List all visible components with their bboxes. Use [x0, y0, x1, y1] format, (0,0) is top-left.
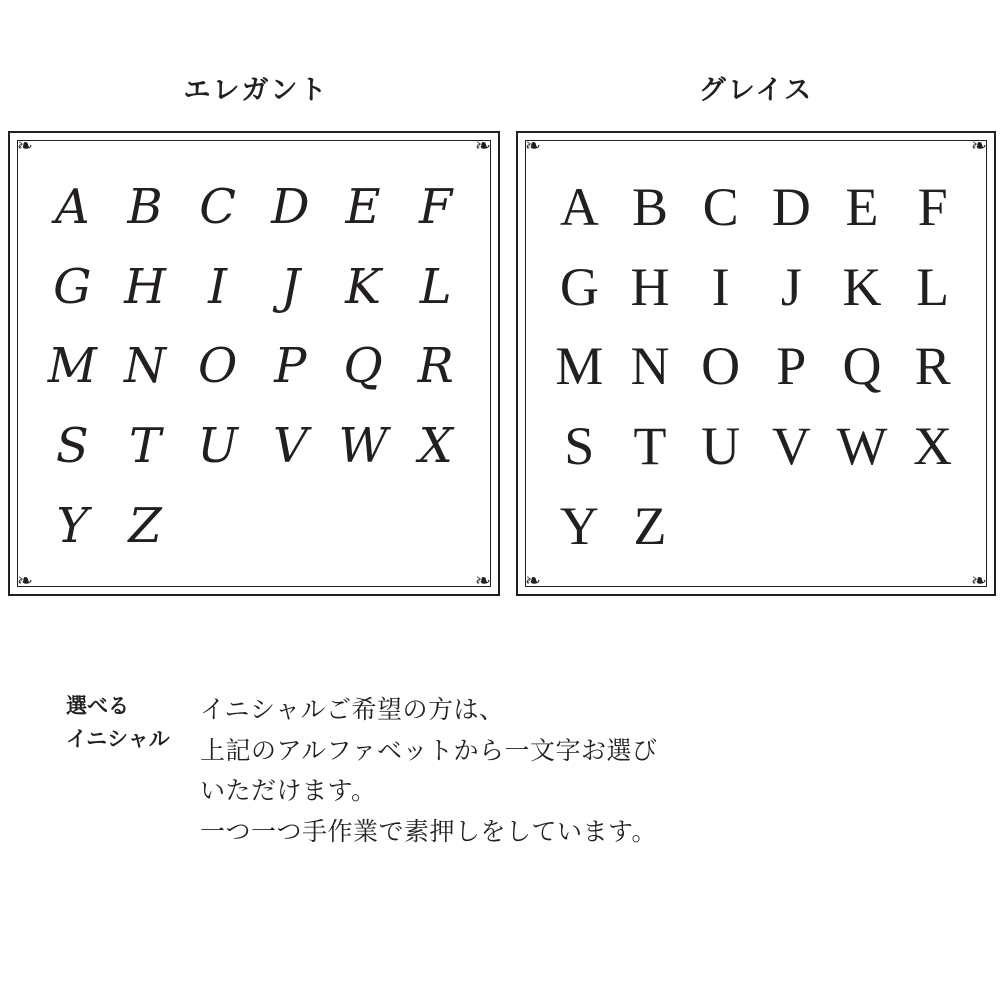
- letter: K: [345, 258, 381, 315]
- letter: F: [419, 178, 453, 235]
- letter: D: [771, 176, 811, 237]
- letter: Y: [559, 496, 599, 557]
- letter: Y: [56, 498, 89, 555]
- letter: J: [280, 258, 300, 315]
- letter: W: [338, 418, 388, 475]
- letter: F: [917, 176, 948, 237]
- letter: T: [128, 418, 161, 475]
- letter: C: [199, 178, 237, 235]
- letter: B: [127, 178, 163, 235]
- corner-ornament-icon: ❧: [475, 570, 491, 592]
- letter: A: [54, 178, 90, 235]
- letter: Z: [633, 496, 667, 557]
- letter: S: [564, 416, 595, 477]
- letter: O: [197, 338, 238, 395]
- note-body-line: 上記のアルファベットから一文字お選び: [200, 735, 658, 765]
- letter: C: [702, 176, 739, 237]
- corner-ornament-icon: ❧: [17, 570, 33, 592]
- letter: S: [55, 418, 89, 475]
- letter: X: [913, 416, 953, 477]
- note-label-line1: 選べる: [66, 694, 129, 718]
- letter: V: [771, 416, 811, 477]
- corner-ornament-icon: ❧: [525, 570, 541, 592]
- corner-ornament-icon: ❧: [525, 135, 541, 157]
- corner-ornament-icon: ❧: [971, 135, 987, 157]
- corner-ornament-icon: ❧: [475, 135, 491, 157]
- letter: Q: [842, 336, 882, 397]
- letter: R: [914, 336, 951, 397]
- letter: G: [53, 258, 92, 315]
- note-label: [0, 690, 200, 755]
- letter: H: [630, 256, 670, 317]
- corner-ornament-icon: ❧: [17, 135, 33, 157]
- initial-note: [0, 690, 1000, 852]
- letter: B: [631, 176, 668, 237]
- letter: G: [559, 256, 599, 317]
- alphabet-panel-grace: [516, 131, 996, 596]
- alphabet-panel-elegant: [8, 131, 500, 596]
- corner-ornament-icon: ❧: [971, 570, 987, 592]
- letter: O: [701, 336, 741, 397]
- letter: E: [345, 178, 381, 235]
- note-body-line: 一つ一つ手作業で素押しをしています。: [200, 816, 658, 846]
- note-label-line2: イニシャル: [66, 726, 170, 751]
- letter: P: [776, 336, 807, 397]
- letter: X: [418, 418, 453, 475]
- letter: L: [916, 256, 950, 317]
- letter: K: [842, 256, 882, 317]
- letter: R: [417, 338, 454, 395]
- letter: U: [197, 418, 238, 475]
- letter: P: [274, 338, 307, 395]
- letter: Z: [128, 498, 162, 555]
- letter: M: [47, 338, 97, 395]
- letter: N: [630, 336, 670, 397]
- letter: Q: [343, 338, 383, 395]
- alphabet-grid-elegant: [36, 167, 472, 566]
- letter: E: [845, 176, 879, 237]
- letter: N: [123, 338, 166, 395]
- letter: I: [711, 256, 730, 317]
- letter: U: [701, 416, 741, 477]
- letter: D: [271, 178, 310, 235]
- panel-heading-elegant: エレガント: [183, 75, 329, 106]
- letter: V: [272, 418, 308, 475]
- letter: T: [633, 416, 667, 477]
- letter: I: [208, 258, 228, 315]
- letter: W: [836, 416, 888, 477]
- letter: M: [555, 336, 604, 397]
- note-body: [200, 690, 1000, 852]
- letter: H: [124, 258, 166, 315]
- panel-heading-grace: グレイス: [698, 75, 814, 106]
- letter: L: [419, 258, 452, 315]
- note-body-line: いただけます。: [200, 776, 377, 805]
- alphabet-grid-grace: [544, 167, 968, 566]
- letter: J: [780, 256, 802, 317]
- letter: A: [559, 176, 599, 237]
- note-body-line: イニシャルご希望の方は、: [200, 695, 505, 724]
